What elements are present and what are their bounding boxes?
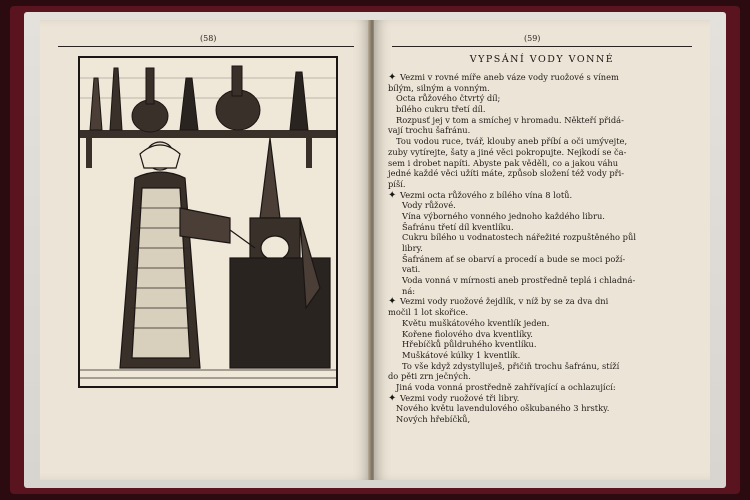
text-line — [388, 200, 700, 211]
text-line — [388, 286, 700, 297]
woodcut-drawing — [80, 58, 336, 386]
text-line-content: píší. — [388, 178, 406, 189]
text-line — [388, 115, 700, 126]
recipe-text — [388, 72, 700, 425]
text-line — [388, 136, 700, 147]
paragraph-star-icon: ✦ — [388, 189, 397, 201]
text-line — [388, 147, 700, 158]
text-line-content: Vezmi octa růžového z bílého vína 8 lotů. — [400, 189, 573, 200]
text-line-content: Nových hřebíčků, — [396, 414, 471, 424]
text-line — [388, 168, 700, 179]
left-page-number: (58) — [200, 34, 217, 43]
text-line-content: Vína výborného vonného jednoho každého libru. — [402, 210, 605, 221]
text-line — [388, 243, 700, 254]
text-line-content: jedné každé věci užíti máte, způsob složení též vody při- — [388, 168, 625, 179]
text-line-content: sem i drobet napíti. Abyste pak věděli, co a jakou váhu — [388, 157, 619, 168]
text-line-content: do pěti zrn ječných. — [388, 371, 471, 382]
text-line — [388, 190, 700, 201]
text-line-content: Vezmi vody ruožové žejdlík, v níž by se za dva dni — [400, 296, 609, 307]
shelf — [80, 130, 336, 138]
paragraph-star-icon: ✦ — [388, 296, 397, 308]
text-line — [388, 350, 700, 361]
text-line — [388, 382, 700, 393]
text-line-content: To vše když zdystylluješ, přičiň trochu šafránu, stíží — [402, 360, 620, 371]
woodcut-illustration — [78, 56, 338, 388]
text-line — [388, 83, 700, 94]
text-line-content: Hřebíčků půldruhého kventlíku. — [402, 339, 537, 350]
text-line — [388, 414, 700, 425]
text-line — [388, 307, 700, 318]
text-line-content: Jiná voda vonná prostředně zahřívající a ochlazující: — [396, 381, 616, 392]
text-line — [388, 179, 700, 190]
text-line-content: Vezmi v rovné míře aneb váze vody ruožové s vínem — [400, 72, 619, 82]
text-line-content: vati. — [402, 264, 421, 275]
text-line-content: močil 1 lot skořice. — [388, 307, 469, 318]
paragraph-star-icon: ✦ — [388, 72, 397, 83]
text-line — [388, 254, 700, 265]
text-line — [388, 296, 700, 307]
text-line — [388, 318, 700, 329]
right-page — [374, 20, 710, 480]
text-line-content: Octa růžového čtvrtý díl; — [396, 93, 501, 104]
text-line — [388, 403, 700, 414]
text-line-content: libry. — [402, 243, 423, 253]
text-line-content: bílého cukru třetí díl. — [396, 104, 486, 115]
text-line-content: bílým, silným a vonným. — [388, 82, 490, 93]
text-line — [388, 329, 700, 340]
text-line — [388, 93, 700, 104]
left-header-rule — [58, 46, 354, 47]
text-line-content: vají trochu šafránu. — [388, 125, 471, 136]
text-line-content: Nového květu lavendulového oškubaného 3 hrstky. — [396, 403, 610, 414]
text-line-content: Šafránu třetí díl kventlíku. — [402, 221, 514, 232]
text-line — [388, 72, 700, 83]
text-line — [388, 275, 700, 286]
text-line — [388, 158, 700, 169]
text-line — [388, 264, 700, 275]
text-line-content: Tou vodou ruce, tvář, klouby aneb příbí a oči umývejte, — [396, 136, 628, 147]
text-line-content: zuby vytírejte, šaty a jiné věci pokropujte. Nejkodí se ča- — [388, 146, 627, 157]
text-line — [388, 361, 700, 372]
right-page-number: (59) — [524, 34, 541, 43]
text-line — [388, 104, 700, 115]
text-line — [388, 222, 700, 233]
text-line — [388, 393, 700, 404]
page-title: VYPSÁNÍ VODY VONNÉ — [469, 54, 615, 65]
text-line-content: Voda vonná v mírnosti aneb prostředně teplá i chladná- — [402, 275, 636, 286]
text-line-content: Muškátové kúlky 1 kventlík. — [402, 349, 521, 360]
text-line — [388, 125, 700, 136]
left-page — [40, 20, 370, 480]
text-line-content: Šafránem ať se obarví a procedí a bude se moci poží- — [402, 253, 626, 264]
text-line-content: Květu muškátového kventlík jeden. — [402, 317, 550, 328]
text-line-content: Vody růžové. — [402, 200, 456, 211]
text-line — [388, 339, 700, 350]
paragraph-star-icon: ✦ — [388, 392, 397, 404]
text-line-content: Cukru bílého u vodnatostech nářežité rozpuštěného půl — [402, 232, 636, 243]
text-line-content: Kořene fiolového dva kventlíky. — [402, 328, 533, 339]
text-line-content: Vezmi vody ruožové tři libry. — [400, 392, 520, 403]
text-line — [388, 211, 700, 222]
text-line-content: Rozpusť jej v tom a smíchej v hromadu. Někteří přidá- — [396, 114, 624, 125]
text-line-content: ná: — [402, 285, 416, 296]
text-line — [388, 371, 700, 382]
text-line — [388, 232, 700, 243]
right-header-rule — [392, 46, 692, 47]
